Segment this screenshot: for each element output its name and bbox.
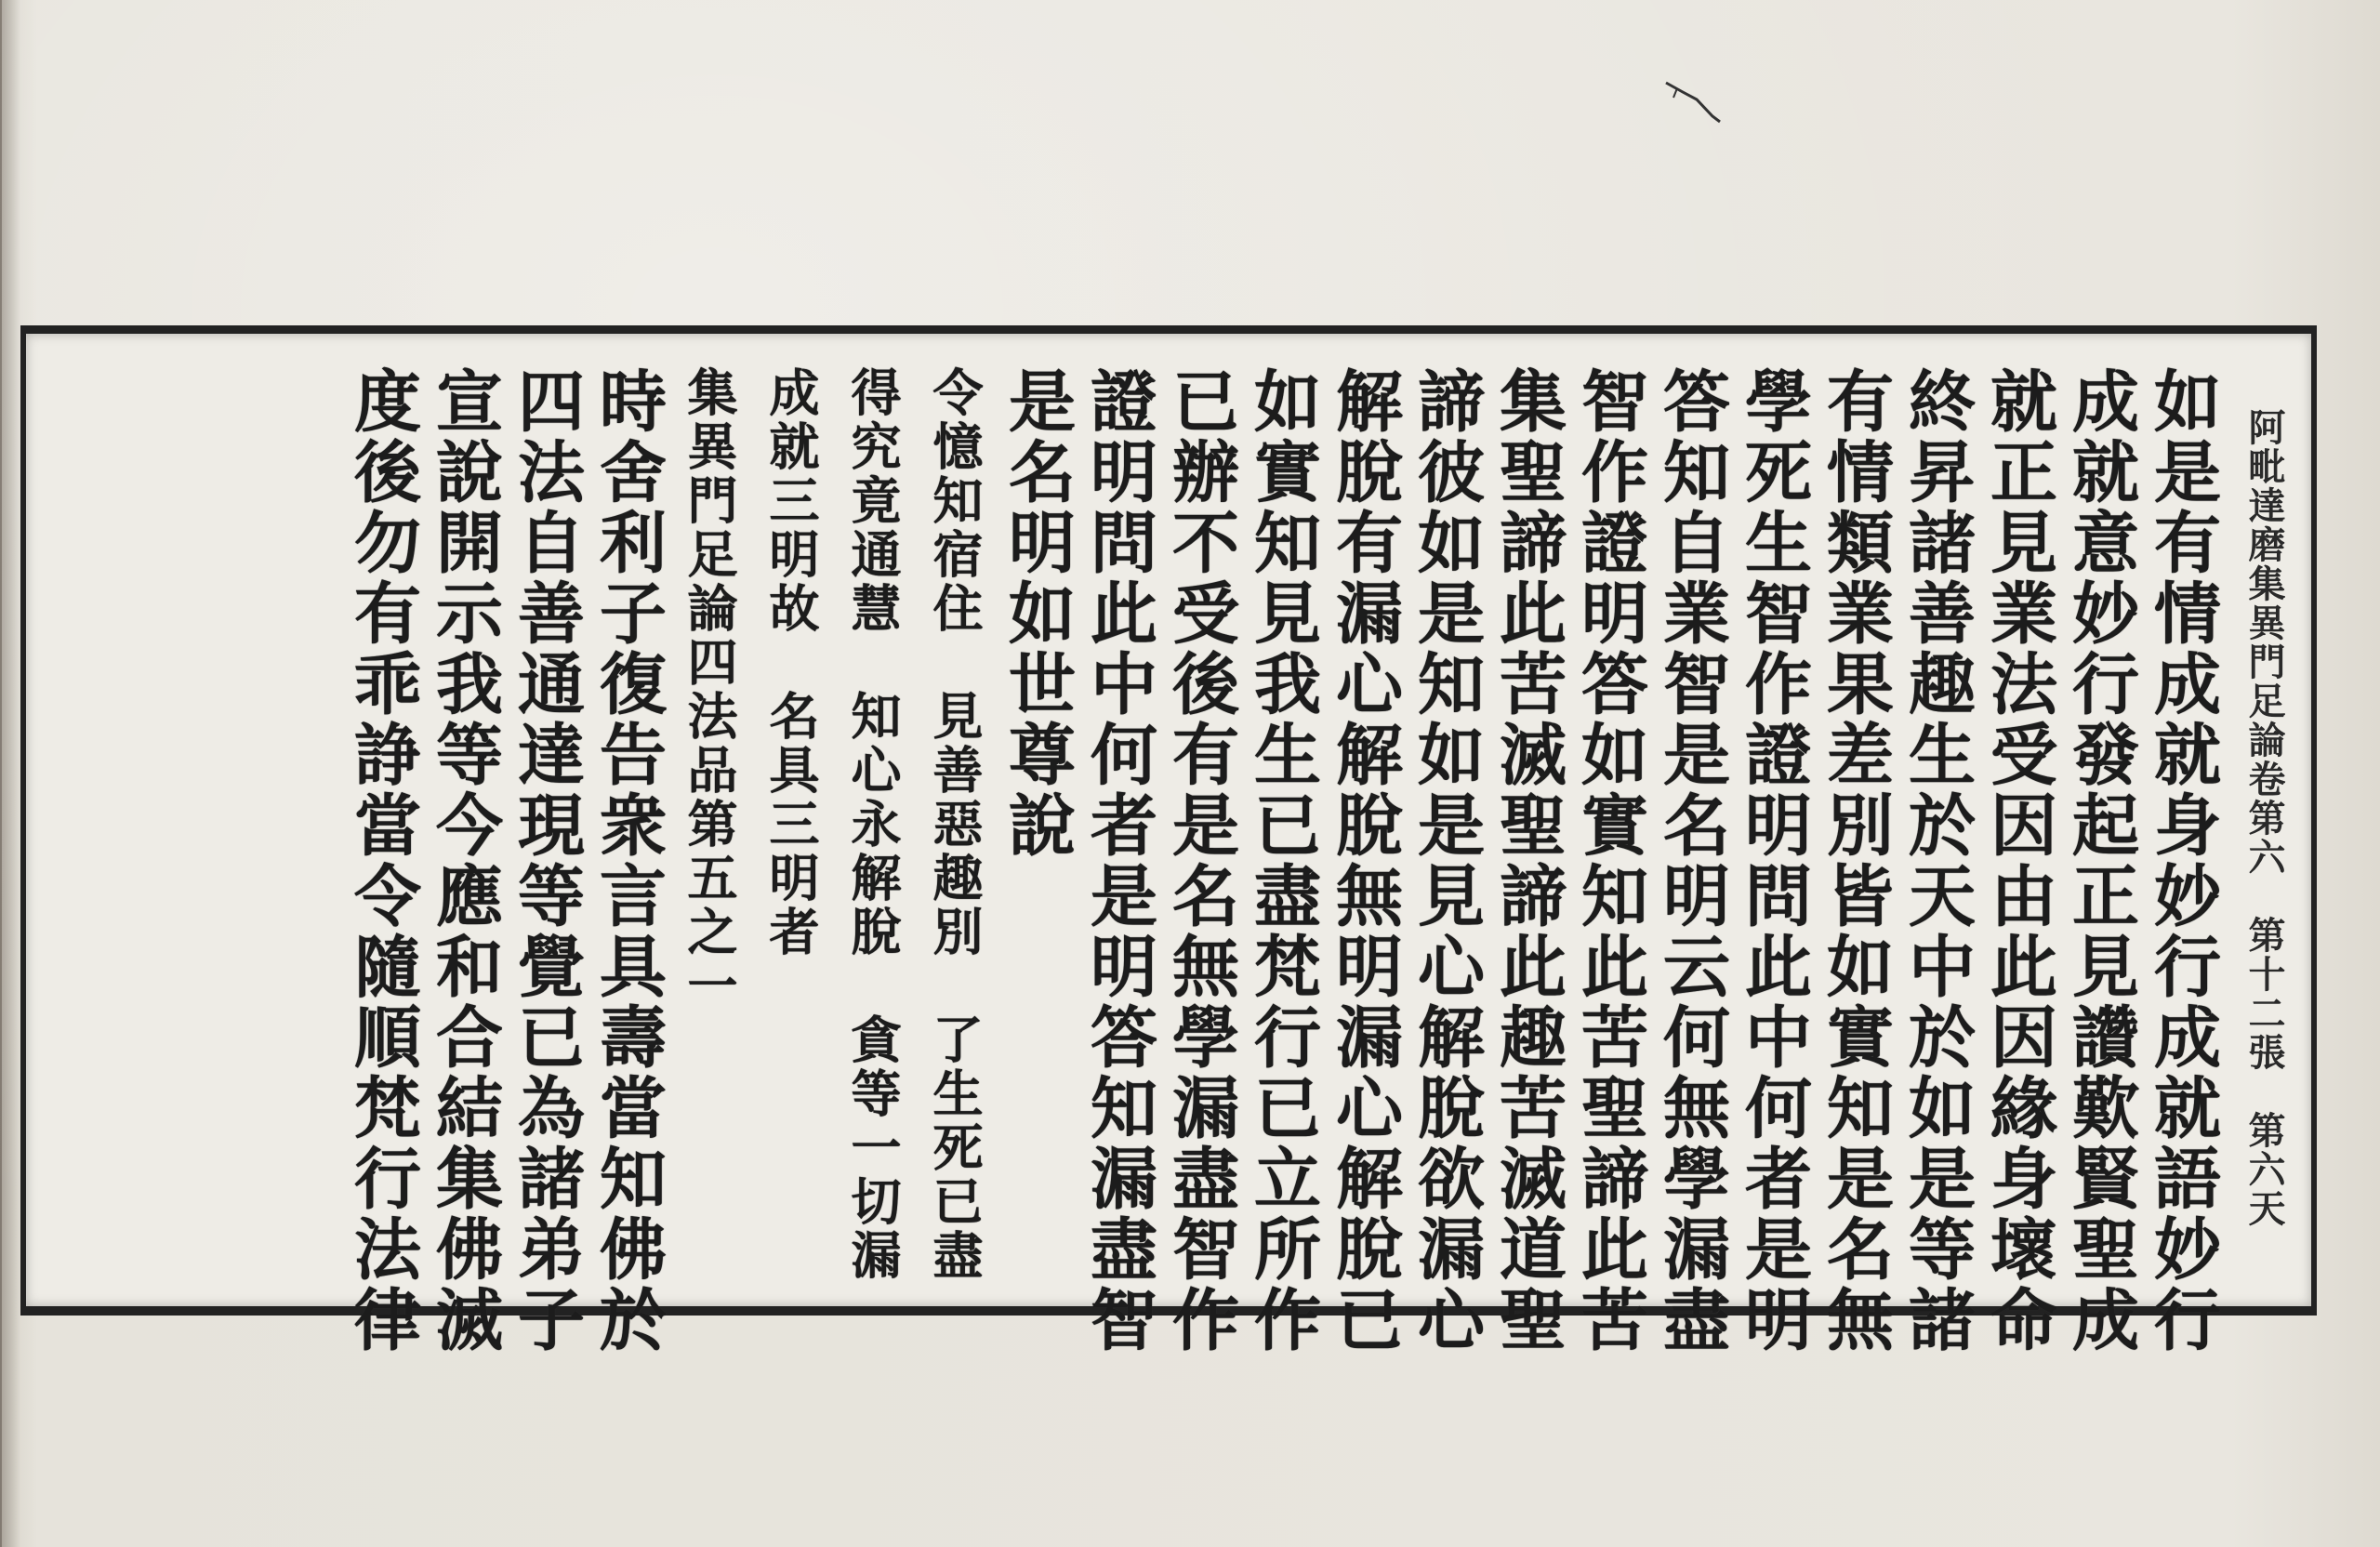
text-column: 四法自善通達現等覺已為諸弟子 xyxy=(507,366,586,1355)
text-column: 學死生智作證明問此中何者是明 xyxy=(1734,366,1813,1355)
stray-ink-mark xyxy=(1664,79,1729,126)
page-gutter xyxy=(0,0,2,1547)
printed-text-block xyxy=(20,325,2317,1355)
text-column: 證明問此中何者是明答知漏盡智 xyxy=(1079,366,1158,1355)
text-column: 度後勿有乖諍當令隨順梵行法律 xyxy=(343,366,422,1355)
verse-column: 成就三明故 名具三明者 xyxy=(761,366,821,959)
chapter-heading: 集異門足論四法品第五之一 xyxy=(680,366,739,1013)
margin-title: 阿毗達磨集異門足論卷第六 第十二張 第六天 xyxy=(2242,408,2286,1228)
text-column: 解脫有漏心解脫無明漏心解脫已 xyxy=(1325,366,1404,1355)
verse-column: 得究竟通慧 知心永解脫 貪等一切漏 xyxy=(843,366,903,1283)
text-column: 已辦不受後有是名無學漏盡智作 xyxy=(1161,366,1240,1355)
text-column: 終昇諸善趣生於天中於如是等諸 xyxy=(1897,366,1977,1355)
text-column: 時舍利子復告衆言具壽當知佛於 xyxy=(588,366,668,1355)
text-column: 成就意妙行發起正見讚歎賢聖成 xyxy=(2061,366,2140,1355)
text-column: 集聖諦此苦滅聖諦此趣苦滅道聖 xyxy=(1488,366,1567,1355)
text-column: 如實知見我生已盡梵行已立所作 xyxy=(1243,366,1322,1355)
text-column: 就正見業法受因由此因緣身壞命 xyxy=(1979,366,2058,1355)
text-column: 諦彼如是知如是見心解脫欲漏心 xyxy=(1407,366,1486,1355)
text-column: 智作證明答如實知此苦聖諦此苦 xyxy=(1570,366,1649,1355)
text-column: 是名明如世尊說 xyxy=(998,366,1077,861)
text-columns xyxy=(341,366,2223,1355)
text-column: 宣說開示我等今應和合結集佛滅 xyxy=(425,366,504,1355)
text-column: 有情類業果差別皆如實知是名無 xyxy=(1816,366,1895,1355)
text-column: 答知自業智是名明云何無學漏盡 xyxy=(1652,366,1731,1355)
verse-column: 令憶知宿住 見善惡趣別 了生死已盡 xyxy=(925,366,985,1283)
book-spine-shadow xyxy=(0,0,20,1547)
text-column: 如是有情成就身妙行成就語妙行 xyxy=(2143,366,2222,1355)
